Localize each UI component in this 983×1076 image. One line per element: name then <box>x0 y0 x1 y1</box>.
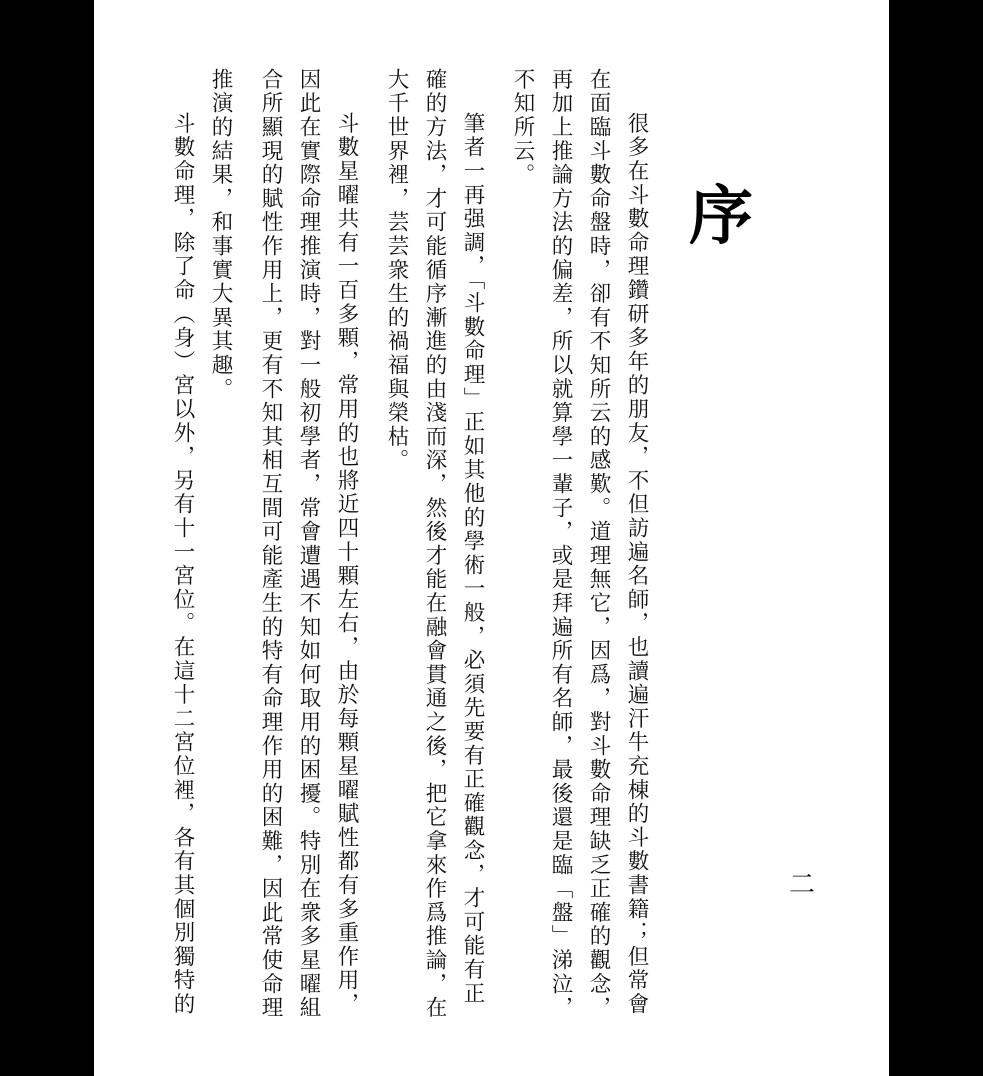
text-column-9: 因此在實際命理推演時，對一般初學者，常會遭遇不知如何取用的困擾。特別在衆多星曜組 <box>296 68 321 1020</box>
text-column-7: 大千世界裡，芸芸衆生的禍福與榮枯。 <box>384 68 409 473</box>
text-column-12: 斗數命理，除了命（身）宮以外，另有十一宮位。在這十二宮位裡，各有其個別獨特的 <box>170 112 195 1017</box>
text-column-1: 很多在斗數命理鑽研多年的朋友，不但訪遍名師，也讀遍汗牛充棟的斗數書籍；但常會 <box>624 112 649 1017</box>
text-column-2: 在面臨斗數命盤時，卻有不知所云的感歎。道理無它，因爲，對斗數命理缺乏正確的觀念， <box>586 68 611 1020</box>
page-number: 二 <box>789 870 816 900</box>
text-column-8: 斗數星曜共有一百多顆，常用的也將近四十顆左右，由於每顆星曜賦性都有多重作用， <box>334 112 359 1017</box>
book-page <box>94 0 889 1076</box>
text-column-4: 不知所云。 <box>510 68 535 187</box>
text-column-6: 確的方法，才可能循序漸進的由淺而深，然後才能在融會貫通之後，把它拿來作爲推論，在 <box>422 68 447 1020</box>
text-column-10: 合所顯現的賦性作用上，更有不知其相互間可能產生的特有命理作用的困難，因此常使命理 <box>258 68 283 1020</box>
page-title: 序 <box>689 179 753 254</box>
text-column-5: 筆者一再强調，「斗數命理」正如其他的學術一般，必須先要有正確觀念，才可能有正 <box>460 112 485 1006</box>
text-column-11: 推演的結果，和事實大異其趣。 <box>208 68 233 402</box>
text-column-3: 再加上推論方法的偏差，所以就算學一輩子，或是拜遍所有名師，最後還是臨「盤」涕泣， <box>548 68 573 1020</box>
